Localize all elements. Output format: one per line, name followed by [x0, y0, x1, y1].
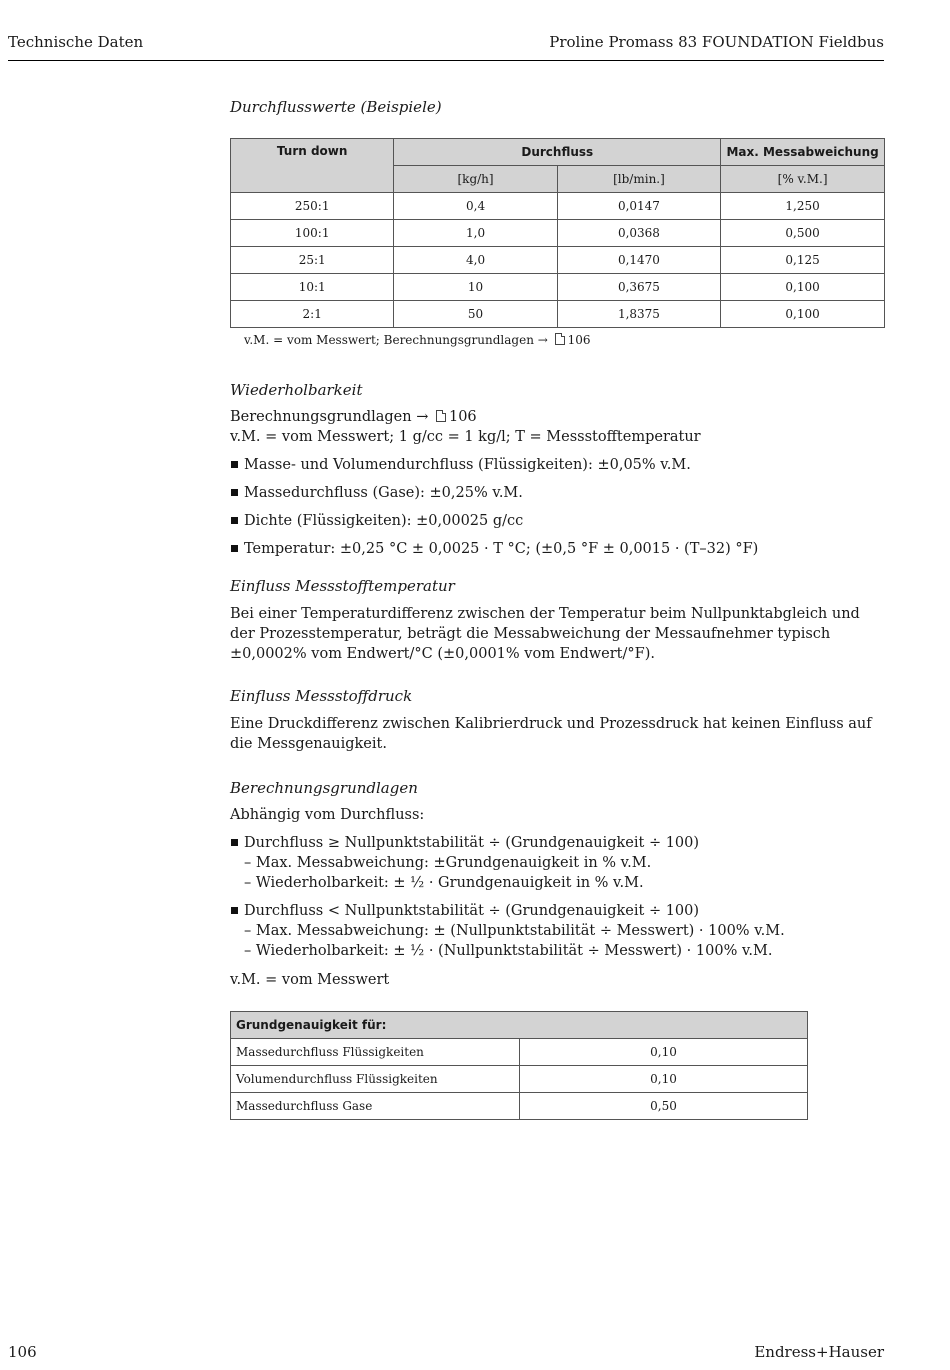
page-content	[230, 98, 884, 1120]
table-header-row	[231, 139, 885, 166]
flow-section-title: Durchflusswerte (Beispiele)	[230, 98, 442, 116]
cell-max: 0,500	[721, 220, 885, 247]
cell-turn-down: 100:1	[231, 220, 394, 247]
col-max-deviation: Max. Messabweichung	[721, 139, 885, 166]
table-row	[231, 220, 885, 247]
page-reference-icon	[555, 333, 565, 345]
list-item	[230, 511, 884, 531]
unit-lbmin: [lb/min.]	[557, 166, 720, 193]
reference-text: Berechnungsgrundlagen →	[230, 409, 429, 425]
footnote-page-ref[interactable]: 106	[567, 333, 591, 347]
table-row	[231, 1066, 808, 1093]
temperature-influence-text: Bei einer Temperaturdifferenz zwischen der Temperatur beim Nullpunktabgleich und der Prozesstemperatur, beträgt die Messabweichung der Messaufnehmer typisch ±0,0002% vom Endwert/°C (±0,0001% vom Endwert/°F).	[230, 606, 860, 662]
accuracy-label: Massedurchfluss Flüssigkeiten	[231, 1039, 520, 1066]
case1-repeatability: – Wiederholbarkeit: ± ½ · Grundgenauigkeit in % v.M.	[244, 875, 644, 891]
cell-kgh: 0,4	[394, 193, 557, 220]
header-document-title: Proline Promass 83 FOUNDATION Fieldbus	[549, 33, 884, 51]
bullet-square-icon	[231, 545, 238, 552]
cell-lbmin: 0,0368	[557, 220, 720, 247]
bullet-square-icon	[231, 489, 238, 496]
list-item-text: Massedurchfluss (Gase): ±0,25% v.M.	[244, 485, 523, 501]
cell-max: 0,100	[721, 274, 885, 301]
repeatability-list	[230, 455, 884, 559]
base-accuracy-table	[230, 1011, 808, 1120]
bullet-square-icon	[231, 907, 238, 914]
cell-lbmin: 0,1470	[557, 247, 720, 274]
repeatability-reference	[230, 407, 884, 427]
table-header-row	[231, 1012, 808, 1039]
list-item	[230, 483, 884, 503]
cell-turn-down: 2:1	[231, 301, 394, 328]
col-durchfluss: Durchfluss	[394, 139, 721, 166]
cell-lbmin: 0,0147	[557, 193, 720, 220]
cell-max: 0,100	[721, 301, 885, 328]
cell-turn-down: 25:1	[231, 247, 394, 274]
list-item	[230, 901, 884, 961]
cell-max: 1,250	[721, 193, 885, 220]
table-row	[231, 1039, 808, 1066]
case2-condition: Durchfluss < Nullpunktstabilität ÷ (Grundgenauigkeit ÷ 100)	[244, 903, 700, 919]
unit-kgh: [kg/h]	[394, 166, 557, 193]
unit-vm: [% v.M.]	[721, 166, 885, 193]
cell-lbmin: 0,3675	[557, 274, 720, 301]
cell-kgh: 1,0	[394, 220, 557, 247]
footer-company: Endress+Hauser	[754, 1343, 884, 1361]
pressure-influence-title: Einfluss Messstoffdruck	[230, 687, 413, 705]
case1-max-deviation: – Max. Messabweichung: ±Grundgenauigkeit in % v.M.	[244, 855, 652, 871]
cell-max: 0,125	[721, 247, 885, 274]
calculation-footnote: v.M. = vom Messwert	[230, 972, 390, 988]
accuracy-value: 0,10	[520, 1066, 808, 1093]
col-turn-down: Turn down	[231, 139, 394, 193]
header-section-title: Technische Daten	[8, 33, 144, 51]
list-item	[230, 539, 884, 559]
bullet-square-icon	[231, 461, 238, 468]
accuracy-table-title: Grundgenauigkeit für:	[231, 1012, 808, 1039]
bullet-square-icon	[231, 839, 238, 846]
case2-repeatability: – Wiederholbarkeit: ± ½ · (Nullpunktstabilität ÷ Messwert) · 100% v.M.	[244, 943, 773, 959]
page-reference-icon	[436, 410, 446, 422]
list-item	[230, 833, 884, 893]
footnote-text: v.M. = vom Messwert; Berechnungsgrundlagen →	[244, 333, 548, 347]
cell-kgh: 4,0	[394, 247, 557, 274]
table-row	[231, 193, 885, 220]
header-divider	[8, 60, 884, 61]
calculation-cases	[230, 833, 884, 961]
table-row	[231, 301, 885, 328]
cell-kgh: 10	[394, 274, 557, 301]
bullet-square-icon	[231, 517, 238, 524]
calculation-basis-title: Berechnungsgrundlagen	[230, 779, 418, 797]
cell-turn-down: 250:1	[231, 193, 394, 220]
page-number: 106	[8, 1343, 37, 1361]
cell-turn-down: 10:1	[231, 274, 394, 301]
table-row	[231, 247, 885, 274]
list-item	[230, 455, 884, 475]
pressure-influence-text: Eine Druckdifferenz zwischen Kalibrierdruck und Prozessdruck hat keinen Einfluss auf die Messgenauigkeit.	[230, 716, 872, 752]
accuracy-label: Volumendurchfluss Flüssigkeiten	[231, 1066, 520, 1093]
table-row	[231, 274, 885, 301]
table-row	[231, 1093, 808, 1120]
reference-page-link[interactable]: 106	[448, 409, 477, 425]
case2-max-deviation: – Max. Messabweichung: ± (Nullpunktstabilität ÷ Messwert) · 100% v.M.	[244, 923, 785, 939]
accuracy-value: 0,10	[520, 1039, 808, 1066]
calculation-intro: Abhängig vom Durchfluss:	[230, 807, 425, 823]
list-item-text: Masse- und Volumendurchfluss (Flüssigkeiten): ±0,05% v.M.	[244, 457, 691, 473]
table-footnote	[244, 333, 884, 347]
list-item-text: Dichte (Flüssigkeiten): ±0,00025 g/cc	[244, 513, 524, 529]
cell-kgh: 50	[394, 301, 557, 328]
accuracy-value: 0,50	[520, 1093, 808, 1120]
cell-lbmin: 1,8375	[557, 301, 720, 328]
case1-condition: Durchfluss ≥ Nullpunktstabilität ÷ (Grundgenauigkeit ÷ 100)	[244, 835, 700, 851]
temperature-influence-title: Einfluss Messstofftemperatur	[230, 577, 455, 595]
flow-values-table	[230, 138, 885, 328]
accuracy-label: Massedurchfluss Gase	[231, 1093, 520, 1120]
list-item-text: Temperatur: ±0,25 °C ± 0,0025 · T °C; (±0,5 °F ± 0,0015 · (T–32) °F)	[244, 541, 759, 557]
repeatability-definitions: v.M. = vom Messwert; 1 g/cc = 1 kg/l; T = Messstofftemperatur	[230, 429, 701, 445]
repeatability-title: Wiederholbarkeit	[230, 381, 363, 399]
